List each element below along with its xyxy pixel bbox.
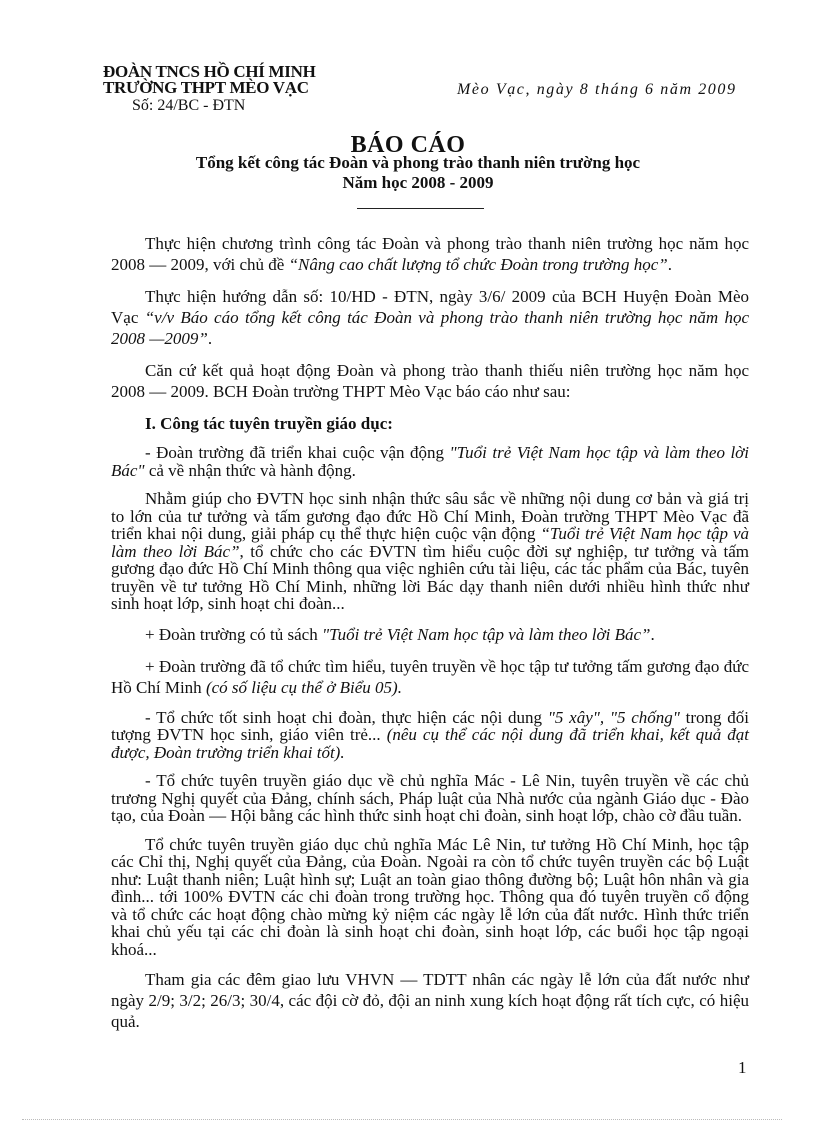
school-year: Năm học 2008 - 2009 bbox=[342, 173, 494, 192]
paragraph bbox=[111, 624, 749, 645]
paragraph bbox=[111, 656, 749, 698]
org-name: ĐOÀN TNCS HỒ CHÍ MINH bbox=[103, 62, 316, 81]
page-footer-divider bbox=[22, 1119, 782, 1120]
campaign-quote: "Tuổi trẻ Việt Nam học tập và làm theo lời Bác" bbox=[111, 443, 749, 480]
text: cả về nhận thức và hành động. bbox=[144, 460, 356, 480]
document-body bbox=[111, 233, 749, 1043]
text: + Đoàn trường đã tổ chức tìm hiểu, tuyên truyền về học tập tư tưởng tấm gương đạo đức Hồ Chí Minh bbox=[111, 656, 749, 697]
place-date: Mèo Vạc, ngày 8 tháng 6 năm 2009 bbox=[457, 81, 737, 98]
text: Thực hiện hướng dẫn số: 10/HD - ĐTN, ngày 3/6/ 2009 của BCH Huyện Đoàn Mèo Vạc bbox=[111, 287, 749, 327]
paragraph bbox=[111, 490, 749, 613]
text: . bbox=[667, 255, 672, 274]
organization-block bbox=[103, 64, 316, 96]
paragraph: Căn cứ kết quả hoạt động Đoàn và phong trào thanh thiếu niên trường học năm học 2008 — 2009. BCH Đoàn trường THPT Mèo Vạc báo cáo như sau: bbox=[111, 361, 749, 401]
paragraph: Tổ chức tuyên truyền giáo dục chủ nghĩa Mác Lê Nin, tư tưởng Hồ Chí Minh, học tập các Chỉ thị, Nghị quyết của Đảng, của Đoàn. Ngoài ra còn tổ chức tuyên truyền các bộ Luật như: Luật thanh niên; Luật hình sự; Luật an toàn giao thông đường bộ; Luật hôn nhân và gia đình... tới 100% ĐVTN các chi đoàn trong trường học. Thông qua đó tuyên truyền cổ động và tổ chức các hoạt động chào mừng kỷ niệm các ngày lễ lớn của đất nước. Hình thức triển khai chủ yếu tại các chi đoàn là sinh hoạt chi đoàn, sinh hoạt lớp, các buổi học tập ngoại khoá... bbox=[111, 834, 749, 959]
section-heading: I. Công tác tuyên truyền giáo dục: bbox=[145, 414, 393, 433]
text: trong đối tượng ĐVTN học sinh, giáo viên trẻ... bbox=[111, 707, 749, 744]
text: Nhằm giúp cho ĐVTN học sinh nhận thức sâu sắc về những nội dung cơ bản và giá trị to lớn của tư tưởng và tấm gương đạo đức Hồ Chí Minh, Đoàn trường THPT Mèo Vạc đã triển khai nội dung, giải pháp cụ thể thực hiện cuộc vận động bbox=[111, 489, 749, 543]
text: - Đoàn trường đã triển khai cuộc vận động bbox=[145, 443, 450, 462]
text: Thực hiện chương trình công tác Đoàn và phong trào thanh niên trường học năm học 2008 — 2009, với chủ đề bbox=[111, 234, 749, 274]
text: - Tổ chức tốt sinh hoạt chi đoàn, thực hiện các nội dung bbox=[145, 707, 548, 727]
note: (nêu cụ thể các nội dung đã triển khai, kết quả đạt được, Đoàn trường triển khai tốt). bbox=[111, 725, 749, 762]
document-subtitle: Tổng kết công tác Đoàn và phong trào thanh niên trường học bbox=[195, 153, 641, 172]
theme-quote: “Nâng cao chất lượng tổ chức Đoàn trong trường học” bbox=[288, 255, 668, 274]
document-title: BÁO CÁO bbox=[350, 132, 466, 158]
paragraph bbox=[111, 709, 749, 762]
paragraph bbox=[111, 444, 749, 479]
quote: "5 xây", "5 chống" bbox=[547, 707, 680, 727]
school-name: TRƯỜNG THPT MÈO VẠC bbox=[103, 78, 309, 97]
reference-note: (có số liệu cụ thể ở Biểu 05). bbox=[205, 677, 402, 697]
document-number: Số: 24/BC - ĐTN bbox=[132, 97, 246, 114]
paragraph bbox=[111, 233, 749, 275]
text: + Đoàn trường có tủ sách bbox=[145, 624, 322, 644]
text: , tổ chức cho các ĐVTN tìm hiểu cuộc đời sự nghiệp, tư tưởng và tấm gương đạo đức Hồ Chí Minh thông qua việc nghiên cứu tài liệu, các tác phẩm của Bác, tuyên truyền về tư tưởng Hồ Chí Minh, những lời Bác dạy thanh niên dưới nhiều hình thức như sinh hoạt lớp, sinh hoạt chi đoàn... bbox=[111, 541, 749, 613]
campaign-quote: “Tuổi trẻ Việt Nam học tập và làm theo lời Bác” bbox=[111, 524, 750, 561]
text: . bbox=[650, 624, 655, 644]
paragraph bbox=[111, 286, 749, 349]
page-number: 1 bbox=[738, 1058, 747, 1077]
campaign-quote: "Tuổi trẻ Việt Nam học tập và làm theo lời Bác” bbox=[321, 624, 651, 644]
paragraph: - Tổ chức tuyên truyền giáo dục về chủ nghĩa Mác - Lê Nin, tuyên truyền về các chủ trương Nghị quyết của Đảng, chính sách, Pháp luật của Nhà nước của ngành Giáo dục - Đào tạo, của Đoàn — Hội bằng các hình thức sinh hoạt chi đoàn, sinh hoạt lớp, chào cờ đầu tuần. bbox=[111, 771, 749, 825]
text: . bbox=[207, 329, 213, 348]
paragraph: Tham gia các đêm giao lưu VHVN — TDTT nhân các ngày lễ lớn của đất nước như ngày 2/9; 3/2; 26/3; 30/4, các đội cờ đỏ, đội an ninh xung kích hoạt động rất tích cực, có hiệu quả. bbox=[111, 970, 749, 1031]
subject-quote: “v/v Báo cáo tổng kết công tác Đoàn và phong trào thanh niên trường học năm học 2008 —2009” bbox=[111, 308, 749, 348]
title-divider bbox=[357, 208, 484, 209]
